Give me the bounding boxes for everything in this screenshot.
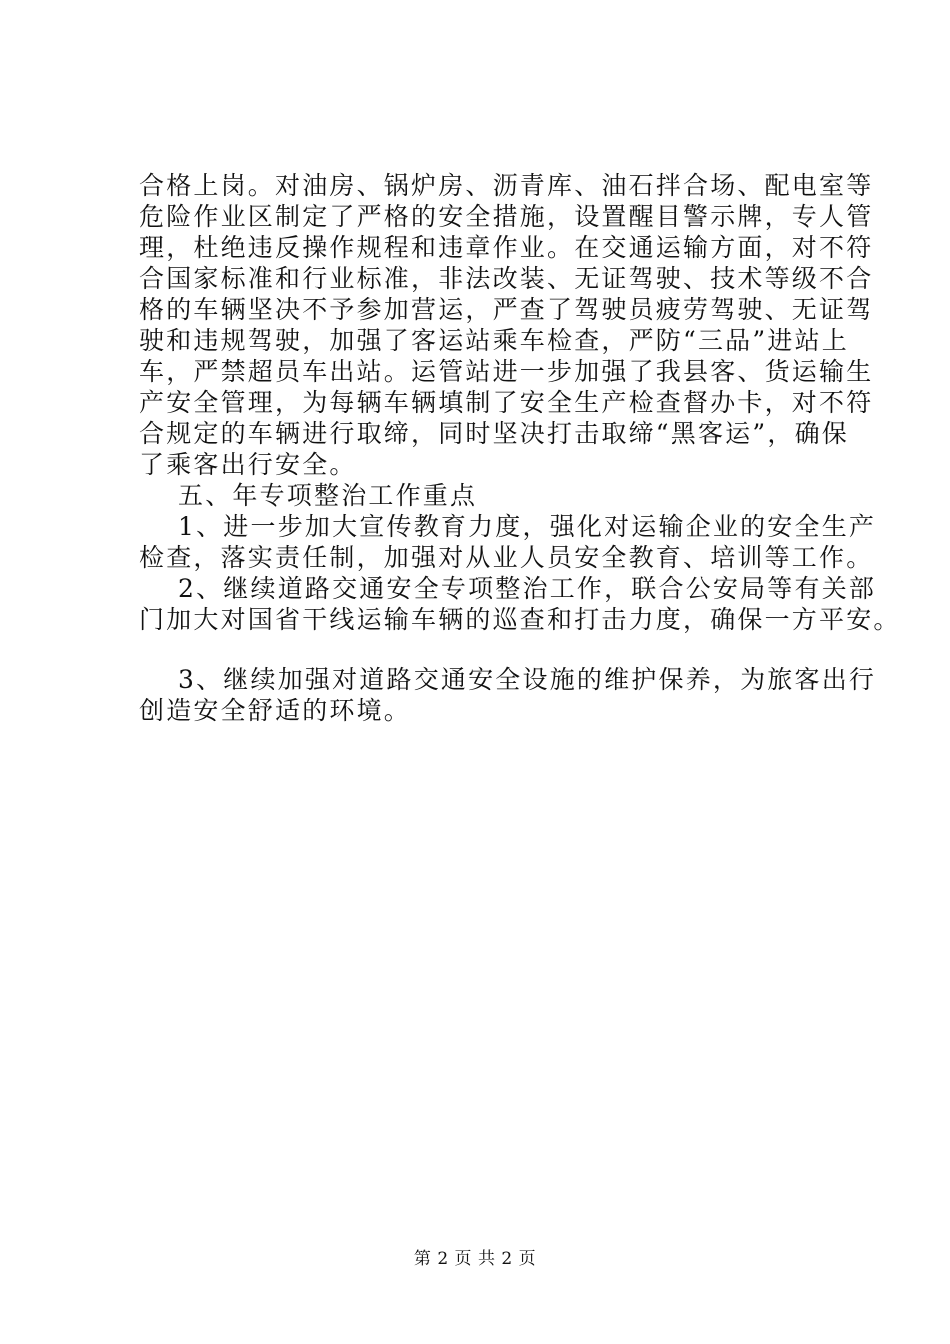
body-line-10: 了乘客出行安全。	[139, 450, 357, 479]
item-3-line-1: 3、继续加强对道路交通安全设施的维护保养，为旅客出行	[178, 665, 877, 694]
body-line-5: 格的车辆坚决不予参加营运，严查了驾驶员疲劳驾驶、无证驾	[139, 295, 874, 324]
body-line-9: 合规定的车辆进行取缔，同时坚决打击取缔“黑客运”，确保	[139, 419, 849, 448]
item-2-line-2: 门加大对国省干线运输车辆的巡查和打击力度，确保一方平安。	[139, 605, 901, 634]
body-line-8: 产安全管理，为每辆车辆填制了安全生产检查督办卡，对不符	[139, 388, 874, 417]
body-line-1: 合格上岗。对油房、锅炉房、沥青库、油石拌合场、配电室等	[139, 171, 874, 200]
item-3-line-2: 创造安全舒适的环境。	[139, 696, 412, 725]
body-line-6: 驶和违规驾驶，加强了客运站乘车检查，严防“三品”进站上	[139, 326, 849, 355]
page-number-footer: 第 2 页 共 2 页	[413, 1249, 537, 1269]
body-line-7: 车，严禁超员车出站。运管站进一步加强了我县客、货运输生	[139, 357, 874, 386]
body-line-3: 理，杜绝违反操作规程和违章作业。在交通运输方面，对不符	[139, 233, 874, 262]
body-line-4: 合国家标准和行业标准，非法改装、无证驾驶、技术等级不合	[139, 264, 874, 293]
item-1-line-2: 检查，落实责任制，加强对从业人员安全教育、培训等工作。	[139, 543, 874, 572]
item-1-line-1: 1、进一步加大宣传教育力度，强化对运输企业的安全生产	[178, 512, 877, 541]
body-line-2: 危险作业区制定了严格的安全措施，设置醒目警示牌，专人管	[139, 202, 874, 231]
item-2-line-1: 2、继续道路交通安全专项整治工作，联合公安局等有关部	[178, 574, 877, 603]
section-heading: 五、年专项整治工作重点	[178, 481, 478, 510]
